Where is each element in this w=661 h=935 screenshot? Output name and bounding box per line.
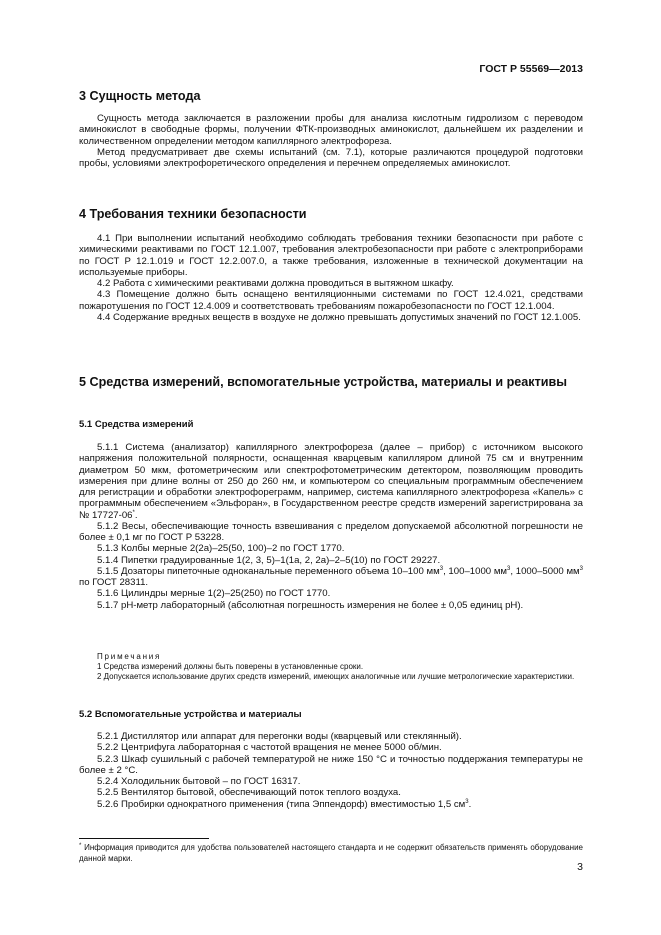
footnote-reference: * (132, 509, 135, 516)
subsection-5-1-heading: 5.1 Средства измерений (79, 419, 194, 430)
paragraph: 4.2 Работа с химическими реактивами должна проводиться в вытяжном шкафу. (97, 278, 454, 289)
paragraph (79, 799, 583, 810)
footnote-mark: * (79, 843, 82, 849)
paragraph: 4.3 Помещение должно быть оснащено вентиляционными системами по ГОСТ 12.4.021, средствами пожаротушения по ГОСТ 12.4.009 и соответствовать требованиям пожаробезопасности по ГОСТ 12.1.004. (79, 289, 583, 312)
section-3-heading: 3 Сущность метода (79, 89, 201, 103)
paragraph: 5.1.4 Пипетки градуированные 1(2, 3, 5)–1(1а, 2, 2а)–2–5(10) по ГОСТ 29227. (97, 554, 441, 566)
section-5-heading: 5 Средства измерений, вспомогательные устройства, материалы и реактивы (79, 375, 568, 389)
paragraph-text: 5.1.1 Система (анализатор) капиллярного электрофореза (далее – прибор) с источником высокого напряжения положительной полярности, оснащенная кварцевым капилляром длиной 75 см и внутренним диаметром 50 мкм, фотометрическим или спектрофотометрическим детектором, позволяющим проводить измерения при длине волны от 250 до 260 нм, и компьютером со специальным программным обеспечением для регистрации и обработки электрофореграмм, например, система капиллярного электрофореза «Капель» с программным обеспечением «Эльфоран», в Государственном реестре средств измерений зарегистрирована за № 17727-06 (79, 442, 583, 521)
paragraph: 4.1 При выполнении испытаний необходимо соблюдать требования техники безопасности при работе с химическими реактивами по ГОСТ 12.1.007, требования электробезопасности при работе с электроприборами по ГОСТ Р 12.1.019 и ГОСТ 12.2.007.0, а также требования, изложенные в технической документации на используемые приборы. (79, 233, 583, 278)
note-item: 2 Допускается использование других средств измерений, имеющих аналогичные или лучшие метрологические характеристики. (97, 672, 575, 681)
paragraph-text: . (468, 798, 472, 810)
paragraph: 5.2.1 Дистиллятор или аппарат для перегонки воды (кварцевый или стеклянный). (97, 731, 462, 742)
page-number: 3 (577, 861, 583, 873)
paragraph: 5.1.2 Весы, обеспечивающие точность взвешивания с пределом допускаемой абсолютной погрешности не более ± 0,1 мг по ГОСТ Р 53228. (79, 520, 583, 543)
paragraph: Метод предусматривает две схемы испытаний (см. 7.1), которые различаются процедурой подготовки пробы, условиями электрофоретического определения и перечнем определяемых аминокислот. (79, 146, 583, 169)
footnote-divider (79, 838, 209, 839)
section-4-body (79, 233, 583, 323)
notes-label: Примечания (97, 652, 162, 661)
footnote (79, 841, 583, 864)
section-4-heading: 4 Требования техники безопасности (79, 207, 307, 221)
subsection-5-1-body (79, 442, 583, 611)
paragraph-text: , 100–1000 мм (443, 565, 508, 577)
superscript: 3 (439, 565, 444, 572)
paragraph-text: 5.1.5 Дозаторы пипеточные одноканальные переменного объема 10–100 мм (97, 565, 440, 577)
paragraph (79, 566, 583, 589)
notes-block (79, 652, 583, 682)
paragraph-text: , 1000–5000 мм (510, 565, 580, 577)
superscript: 3 (579, 565, 583, 572)
paragraph: 5.1.7 pH-метр лабораторный (абсолютная погрешность измерения не более ± 0,05 единиц pH). (97, 599, 524, 611)
document-designation: ГОСТ Р 55569—2013 (479, 63, 583, 75)
paragraph: 5.2.3 Шкаф сушильный с рабочей температурой не ниже 150 °С и точностью поддержания температуры не более ± 2 °С. (79, 753, 583, 776)
paragraph: 5.1.3 Колбы мерные 2(2а)–25(50, 100)–2 по ГОСТ 1770. (97, 543, 345, 555)
paragraph-text: 5.2.6 Пробирки однократного применения (типа Эппендорф) вместимостью 1,5 см (97, 798, 466, 810)
superscript: 3 (507, 565, 511, 572)
paragraph: 4.4 Содержание вредных веществ в воздухе не должно превышать допустимых значений по ГОСТ 12.1.005. (97, 311, 581, 323)
paragraph: 5.2.5 Вентилятор бытовой, обеспечивающий поток теплого воздуха. (97, 787, 401, 799)
section-3-body (79, 113, 583, 169)
paragraph: 5.1.1 Система (анализатор) капиллярного электрофореза (далее – прибор) с источником высокого напряжения положительной полярности, оснащенная кварцевым капилляром длиной 75 см и внутренним диаметром 50 мкм, фотометрическим или спектрофотометрическим детектором, позволяющим проводить измерения при длине волны от 250 до 260 нм, и компьютером со специальным программным обеспечением для регистрации и обработки электрофореграмм, например, система капиллярного электрофореза «Капель» с программным обеспечением «Эльфоран», в Государственном реестре средств измерений зарегистрирована за № 17727-06*. (79, 442, 583, 521)
paragraph: 5.1.6 Цилиндры мерные 1(2)–25(250) по ГОСТ 1770. (97, 588, 331, 600)
paragraph: Сущность метода заключается в разложении пробы для анализа кислотным гидролизом с переводом аминокислот в свободные формы, получении ФТК-производных аминокислот, дальнейшем их разделении и количественном определении методом капиллярного электрофореза. (79, 113, 583, 147)
paragraph-text: по ГОСТ 28311. (79, 577, 149, 588)
note-item: 1 Средства измерений должны быть поверены в установленные сроки. (97, 662, 364, 671)
superscript: 3 (465, 798, 469, 805)
subsection-5-2-body (79, 731, 583, 810)
document-page (79, 0, 583, 935)
paragraph: 5.2.2 Центрифуга лабораторная с частотой вращения не менее 5000 об/мин. (97, 742, 442, 754)
footnote-text: Информация приводится для удобства пользователей настоящего стандарта и не содержит обязательств применять оборудование данной марки. (79, 843, 583, 863)
subsection-5-2-heading: 5.2 Вспомогательные устройства и материалы (79, 709, 302, 720)
paragraph: 5.2.4 Холодильник бытовой – по ГОСТ 16317. (97, 776, 301, 787)
